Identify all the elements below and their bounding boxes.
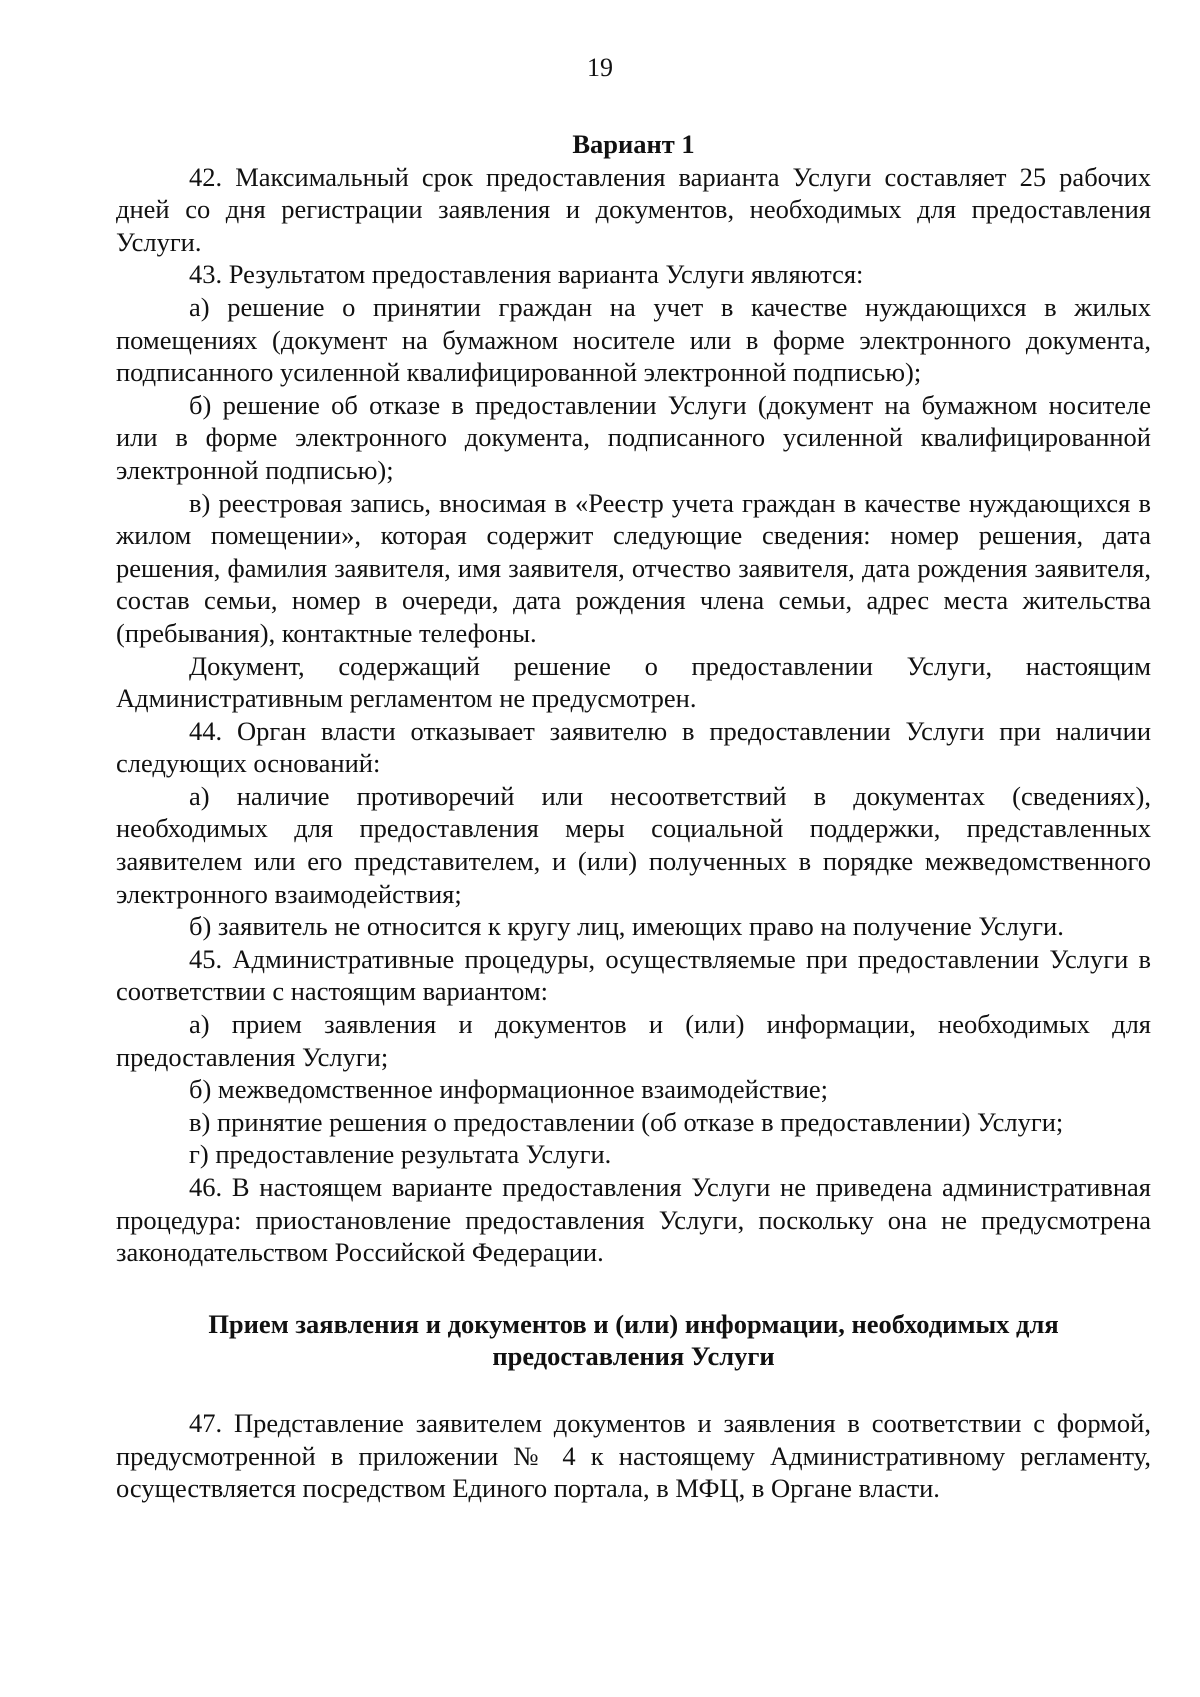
- paragraph: 45. Административные процедуры, осуществляемые при предоставлении Услуги в соответствии с настоящим вариантом:: [116, 943, 1151, 1007]
- paragraph: а) решение о принятии граждан на учет в качестве нуждающихся в жилых помещениях (документ на бумажном носителе или в форме электронного документа, подписанного усиленной квалифицированной электронной подписью);: [116, 291, 1151, 388]
- paragraph: в) принятие решения о предоставлении (об отказе в предоставлении) Услуги;: [189, 1106, 1064, 1137]
- paragraph: 47. Представление заявителем документов и заявления в соответствии с формой, предусмотренной в приложении № 4 к настоящему Административному регламенту, осуществляется посредством Единого портала, в МФЦ, в Органе власти.: [116, 1407, 1151, 1504]
- paragraph: а) прием заявления и документов и (или) информации, необходимых для предоставления Услуги;: [116, 1009, 1151, 1072]
- paragraph: 42. Максимальный срок предоставления варианта Услуги составляет 25 рабочих дней со дня регистрации заявления и документов, необходимых для предоставления Услуги.: [116, 161, 1151, 257]
- document-body: [116, 128, 1151, 1505]
- heading-variant: Вариант 1: [572, 129, 695, 159]
- paragraph: Документ, содержащий решение о предоставлении Услуги, настоящим Административным регламентом не предусмотрен.: [116, 650, 1151, 714]
- page-number: 19: [587, 53, 613, 82]
- paragraph: 44. Орган власти отказывает заявителю в предоставлении Услуги при наличии следующих оснований:: [116, 715, 1151, 779]
- paragraph: 46. В настоящем варианте предоставления Услуги не приведена административная процедура: приостановление предоставления Услуги, поскольку она не предусмотрена законодательством Российской Федерации.: [116, 1172, 1151, 1268]
- paragraph: б) межведомственное информационное взаимодействие;: [189, 1074, 829, 1105]
- paragraph: б) заявитель не относится к кругу лиц, имеющих право на получение Услуги.: [189, 911, 1064, 942]
- paragraph: 43. Результатом предоставления варианта Услуги являются:: [189, 259, 864, 290]
- paragraph: б) решение об отказе в предоставлении Услуги (документ на бумажном носителе или в форме электронного документа, подписанного усиленной квалифицированной электронной подписью);: [116, 389, 1151, 485]
- paragraph: г) предоставление результата Услуги.: [189, 1139, 612, 1170]
- paragraph: в) реестровая запись, вносимая в «Реестр учета граждан в качестве нуждающихся в жилом помещении», которая содержит следующие сведения: номер решения, дата решения, фамилия заявителя, имя заявителя, отчество заявителя, дата рождения заявителя, состав семьи, номер в очереди, дата рождения члена семьи, адрес места жительства (пребывания), контактные телефоны.: [116, 487, 1151, 648]
- heading-section: Прием заявления и документов и (или) информации, необходимых для предоставления Услуги: [208, 1308, 1059, 1372]
- paragraph: а) наличие противоречий или несоответствий в документах (сведениях), необходимых для предоставления меры социальной поддержки, представленных заявителем или его представителем, и (или) полученных в порядке межведомственного электронного взаимодействия;: [116, 780, 1151, 909]
